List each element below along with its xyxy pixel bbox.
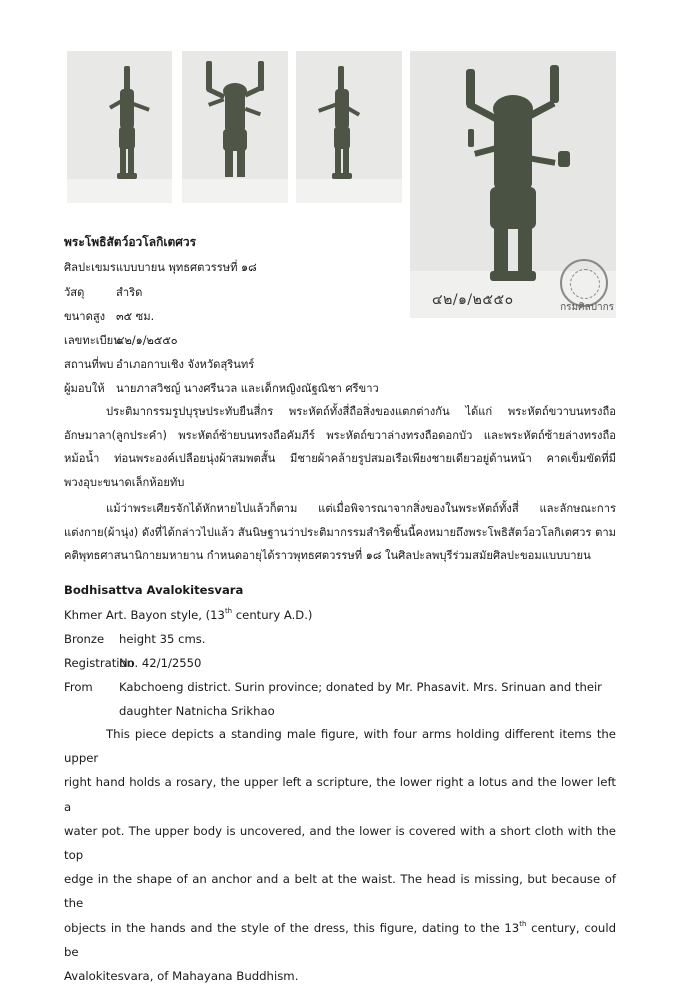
english-field-value: No. 42/1/2550	[119, 656, 202, 670]
thai-paragraph-2	[64, 497, 616, 568]
english-subtitle-text: century A.D.)	[232, 608, 313, 622]
english-paragraph-line: This piece depicts a standing male figure, with four arms holding different items the upper	[64, 727, 616, 766]
statue-photo-front	[410, 51, 616, 318]
thai-paragraph-line: คติพุทธศาสนานิกายมหายาน กำหนดอายุได้ราวพุทธศตวรรษที่ ๑๘ ในศิลปะลพบุรีร่วมสมัยศิลปะขอมแบบบายน	[64, 549, 591, 563]
english-field-value: Kabchoeng district. Surin province; donated by Mr. Phasavit. Mrs. Srinuan and their	[119, 680, 602, 694]
thai-field-value: ๔๒/๑/๒๕๕๐	[116, 334, 178, 347]
thai-field-label: วัสดุ	[64, 286, 85, 299]
thai-paragraph-line: แม้ว่าพระเศียรจักได้หักหายไปแล้วก็ตาม แต่เมื่อพิจารณาจากสิ่งของในพระหัตถ์ทั้งสี่ และลักษณะการ	[106, 502, 616, 515]
thai-paragraph-line: แต่งกาย(ผ้านุ่ง) ดังที่ได้กล่าวไปแล้ว สันนิษฐานว่าประติมากรรมสำริดชิ้นนี้คงหมายถึงพระโพธิสัตว์อวโลกิเตศวร ตาม	[64, 525, 616, 539]
thai-field-value: ๓๕ ซม.	[116, 310, 155, 323]
english-paragraph-line	[64, 916, 616, 964]
english-paragraph-text: objects in the hands and the style of the dress, this figure, dating to the 13	[64, 920, 520, 935]
thai-paragraph-1	[64, 400, 616, 494]
thai-field-label: สถานที่พบ	[64, 358, 114, 371]
photo-stamp-text: กรมศิลปากร	[560, 302, 614, 313]
thai-title: พระโพธิสัตว์อวโลกิเตศวร	[64, 235, 197, 249]
english-field-label: Registration	[64, 656, 134, 670]
thai-field-findspot	[64, 355, 255, 373]
statue-photo-side-left	[67, 51, 172, 203]
thai-paragraph-line: พวงอุบะขนาดเล็กห้อยทับ	[64, 475, 185, 489]
thai-field-height	[64, 307, 155, 325]
english-paragraph-line: right hand holds a rosary, the upper left a scripture, the lower right a lotus and the lower left a	[64, 775, 616, 814]
english-field-label: Bronze	[64, 632, 105, 646]
thai-paragraph-line: ประติมากรรมรูปบุรุษประทับยืนสี่กร พระหัตถ์ทั้งสี่ถือสิ่งของแตกต่างกัน ได้แก่ พระหัตถ์ขวาบนทรงถือ	[106, 405, 616, 418]
english-subtitle	[64, 608, 312, 622]
english-subtitle-text: Khmer Art. Bayon style, (13	[64, 608, 225, 622]
thai-field-value: นายภาสวิชญ์ นางศรีนวล และเด็กหญิงณัฐณิชา ศรีขาว	[116, 382, 379, 395]
english-field-registration	[64, 656, 202, 670]
english-field-material	[64, 632, 206, 646]
thai-field-label: ขนาดสูง	[64, 310, 106, 323]
english-paragraph-line: water pot. The upper body is uncovered, and the lower is covered with a short cloth with the top	[64, 823, 616, 863]
english-field-from	[64, 680, 602, 694]
thai-field-label: เลขทะเบียน	[64, 334, 121, 347]
statue-photo-back	[182, 51, 288, 203]
english-title: Bodhisattva Avalokitesvara	[64, 583, 244, 597]
english-field-value: daughter Natnicha Srikhao	[119, 704, 275, 718]
english-paragraph-text: century, could be	[64, 920, 617, 959]
thai-paragraph-line: หม้อน้ำ ท่อนพระองค์เปลือยนุ่งผ้าสมพตสั้น มีชายผ้าคล้ายรูปสมอเรือเพียงชายเดียวอยู่ด้านหน้า คาดเข็มขัดที่มี	[64, 452, 616, 466]
english-paragraph-line: edge in the shape of an anchor and a belt at the waist. The head is missing, but because of the	[64, 872, 616, 911]
thai-field-registration	[64, 331, 178, 349]
english-paragraph-sup: th	[519, 919, 527, 928]
statue-photo-side-right	[296, 51, 402, 203]
thai-field-value: อำเภอกาบเชิง จังหวัดสุรินทร์	[116, 358, 255, 371]
thai-field-material	[64, 283, 143, 301]
photo-registration-label: ๔๒/๑/๒๕๕๐	[432, 292, 514, 308]
thai-field-value: สำริด	[116, 286, 143, 299]
thai-field-label: ผู้มอบให้	[64, 382, 105, 395]
english-field-value: height 35 cms.	[119, 632, 206, 646]
thai-field-donor	[64, 379, 379, 397]
english-paragraph	[64, 722, 616, 988]
thai-subtitle: ศิลปะเขมรแบบบายน พุทธศตวรรษที่ ๑๘	[64, 261, 257, 274]
english-paragraph-line: Avalokitesvara, of Mahayana Buddhism.	[64, 969, 299, 984]
english-field-label: From	[64, 680, 93, 694]
thai-paragraph-line: อักษมาลา(ลูกประคำ) พระหัตถ์ซ้ายบนทรงถือคัมภีร์ พระหัตถ์ขวาล่างทรงถือดอกบัว และพระหัตถ์ซ้ายล่างทรงถือ	[64, 428, 616, 442]
english-subtitle-sup: th	[224, 607, 233, 615]
